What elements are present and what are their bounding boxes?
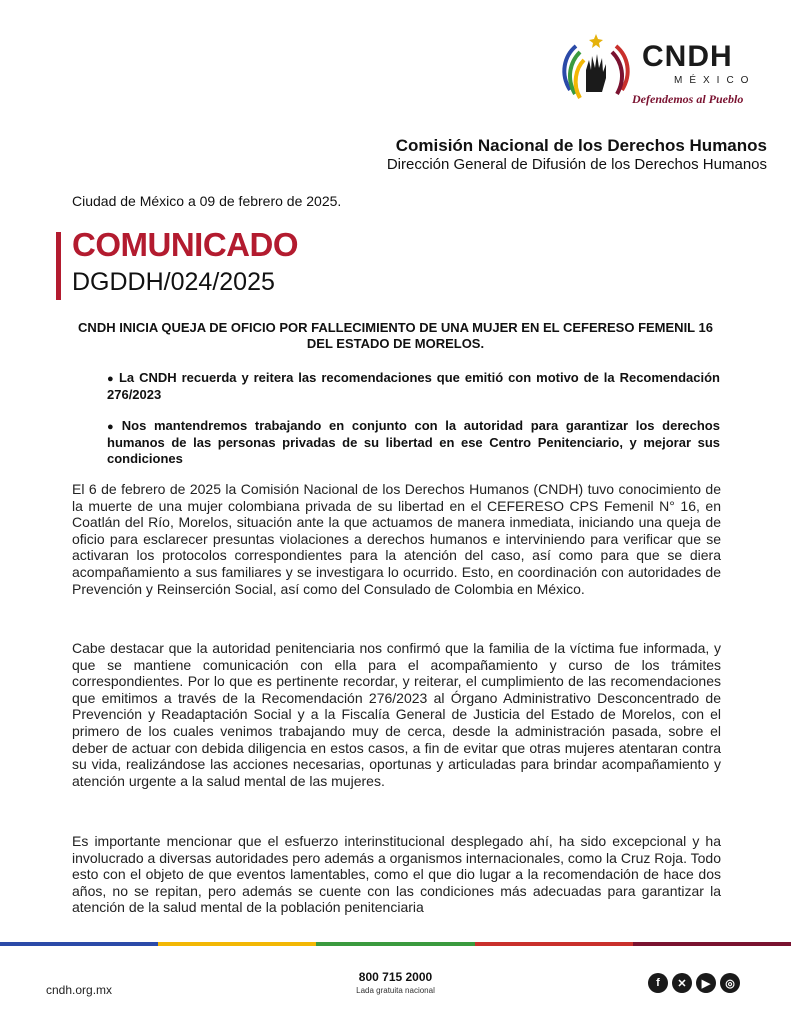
bullet-dot-icon: ● [107, 421, 118, 433]
release-number: DGDDH/024/2025 [72, 268, 275, 296]
bullet-text: Nos mantendremos trabajando en conjunto con la autoridad para garantizar los derechos humanos de las personas privadas de su libertad en ese Centro Penitenciario, y mejorar sus condiciones [107, 418, 720, 466]
social-links [648, 973, 740, 993]
bullet-item [107, 370, 720, 403]
youtube-icon[interactable]: ▶ [696, 973, 716, 993]
instagram-icon[interactable]: ◎ [720, 973, 740, 993]
cndh-logo [556, 30, 756, 110]
phone-number: 800 715 2000 [358, 970, 433, 984]
organization-name: Comisión Nacional de los Derechos Humanos [395, 136, 767, 155]
bullet-item [107, 418, 720, 467]
date-line: Ciudad de México a 09 de febrero de 2025. [72, 193, 342, 209]
phone-note: Lada gratuita nacional [356, 986, 435, 995]
website-link[interactable]: cndh.org.mx [46, 983, 113, 997]
logo-country: MÉXICO [674, 75, 756, 86]
bullet-dot-icon: ● [107, 373, 115, 385]
title-accent-bar [56, 232, 61, 300]
cndh-emblem-icon [556, 30, 636, 110]
directorate-name: Dirección General de Difusión de los Derechos Humanos [386, 156, 767, 173]
bullet-text: La CNDH recuerda y reitera las recomendaciones que emitió con motivo de la Recomendación 276/2023 [107, 370, 720, 402]
logo-slogan: Defendemos al Pueblo [632, 92, 744, 106]
headline: CNDH INICIA QUEJA DE OFICIO POR FALLECIMIENTO DE UNA MUJER EN EL CEFERESO FEMENIL 16 DEL ESTADO DE MORELOS. [78, 320, 713, 351]
logo-name: CNDH [642, 40, 733, 73]
footer-color-stripe [0, 942, 791, 946]
x-icon[interactable]: ✕ [672, 973, 692, 993]
body-paragraph: El 6 de febrero de 2025 la Comisión Nacional de los Derechos Humanos (CNDH) tuvo conocimiento de la muerte de una mujer colombiana privada de su libertad en el CEFERESO CPS Femenil N° 16, en Coatlán del Río, Morelos, situación ante la que actuamos de manera inmediata, iniciando una queja de oficio para esclarecer presuntas violaciones a derechos humanos e interviniendo para verificar que se activaran los protocolos correspondientes para la atención del caso, así como para que se diera acompañamiento a sus familiares y se investigara lo ocurrido. Esto, en coordinación con autoridades de Prevención y Reinserción Social, así como del Consulado de Colombia en México. [72, 481, 721, 597]
body-paragraph: Cabe destacar que la autoridad penitenciaria nos confirmó que la familia de la víctima fue informada, y que se mantiene comunicación con ella para el acompañamiento y curso de los trámites correspondientes. Por lo que es pertinente recordar, y reiterar, el cumplimiento de las recomendaciones que emitimos a través de la Recomendación 276/2023 al Órgano Administrativo Desconcentrado de Prevención y Readaptación Social y a la Fiscalía General de Justicia del Estado de Morelos, con el primero de los cuales venimos trabajando muy de cerca, desde la administración pasada, sobre el deber de actuar con debida diligencia en estos casos, a fin de evitar que otras mujeres atentaran contra su vida, realizándose las acciones necesarias, oportunas y articuladas para brindar acompañamiento y atención urgente a la salud mental de las mujeres. [72, 640, 721, 789]
body-paragraph: Es importante mencionar que el esfuerzo interinstitucional desplegado ahí, ha sido excepcional y ha involucrado a diversas autoridades pero además a organismos internacionales, como la Cruz Roja. Todo esto con el objeto de que eventos lamentables, como el que dio lugar a la recomendación de hace dos años, no se repitan, pero además se cuente con las condiciones más adecuadas para garantizar la atención de la salud mental de la población penitenciaria [72, 833, 721, 916]
release-label: COMUNICADO [72, 226, 298, 263]
facebook-icon[interactable]: f [648, 973, 668, 993]
